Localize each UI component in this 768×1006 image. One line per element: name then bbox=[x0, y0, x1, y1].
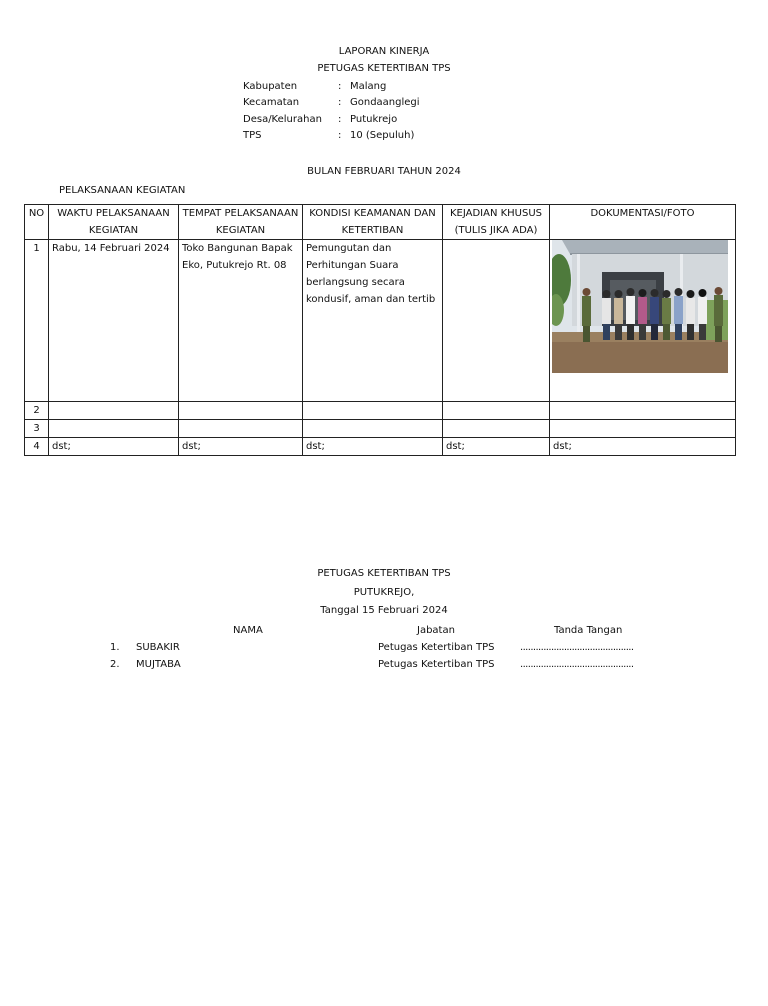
header-kejadian: KEJADIAN KHUSUS (TULIS JIKA ADA) bbox=[443, 205, 550, 240]
signature-header-row bbox=[0, 625, 768, 641]
documentation-photo bbox=[552, 240, 728, 373]
signer-number: 2. bbox=[110, 659, 120, 670]
info-separator: : bbox=[338, 130, 342, 141]
cell-kejadian: dst; bbox=[443, 438, 550, 456]
signer-row bbox=[0, 642, 768, 658]
table-row bbox=[25, 402, 736, 420]
cell-no: 4 bbox=[25, 438, 49, 456]
cell-tempat: dst; bbox=[179, 438, 303, 456]
cell-tempat bbox=[179, 420, 303, 438]
table-row bbox=[25, 438, 736, 456]
info-separator: : bbox=[338, 97, 342, 108]
cell-waktu: dst; bbox=[49, 438, 179, 456]
cell-kejadian bbox=[443, 402, 550, 420]
col-tanda-tangan: Tanda Tangan bbox=[554, 625, 623, 636]
signer-number: 1. bbox=[110, 642, 120, 653]
signer-jabatan: Petugas Ketertiban TPS bbox=[378, 659, 495, 670]
section-title: PELAKSANAAN KEGIATAN bbox=[59, 185, 186, 196]
table-row bbox=[25, 240, 736, 402]
col-nama: NAMA bbox=[233, 625, 263, 636]
footer-location: PUTUKREJO, bbox=[353, 587, 415, 598]
signature-line: ............................................ bbox=[520, 642, 634, 653]
info-value: Malang bbox=[350, 81, 387, 92]
footer-title: PETUGAS KETERTIBAN TPS bbox=[317, 568, 451, 579]
info-label: TPS bbox=[243, 130, 262, 141]
cell-dokumentasi bbox=[550, 420, 736, 438]
cell-kondisi: dst; bbox=[303, 438, 443, 456]
activity-table bbox=[24, 204, 736, 456]
cell-dokumentasi: dst; bbox=[550, 438, 736, 456]
signer-name: MUJTABA bbox=[136, 659, 181, 670]
cell-tempat bbox=[179, 402, 303, 420]
cell-waktu bbox=[49, 402, 179, 420]
header-no: NO bbox=[25, 205, 49, 240]
header-dokumentasi: DOKUMENTASI/FOTO bbox=[550, 205, 736, 240]
report-period: BULAN FEBRUARI TAHUN 2024 bbox=[307, 166, 461, 177]
cell-kejadian bbox=[443, 420, 550, 438]
cell-no: 2 bbox=[25, 402, 49, 420]
cell-kondisi: Pemungutan dan Perhitungan Suara berlangsung secara kondusif, aman dan tertib bbox=[303, 240, 443, 402]
header-kondisi: KONDISI KEAMANAN DAN KETERTIBAN bbox=[303, 205, 443, 240]
report-title: LAPORAN KINERJA bbox=[338, 46, 430, 57]
cell-tempat: Toko Bangunan Bapak Eko, Putukrejo Rt. 08 bbox=[179, 240, 303, 402]
footer-date: Tanggal 15 Februari 2024 bbox=[320, 605, 448, 616]
info-value: Putukrejo bbox=[350, 114, 398, 125]
signature-line: ............................................ bbox=[520, 659, 634, 670]
cell-kejadian bbox=[443, 240, 550, 402]
cell-no: 1 bbox=[25, 240, 49, 402]
table-row bbox=[25, 420, 736, 438]
signer-row bbox=[0, 659, 768, 675]
info-label: Kabupaten bbox=[243, 81, 298, 92]
cell-no: 3 bbox=[25, 420, 49, 438]
info-label: Desa/Kelurahan bbox=[243, 114, 322, 125]
signer-name: SUBAKIR bbox=[136, 642, 180, 653]
header-tempat: TEMPAT PELAKSANAAN KEGIATAN bbox=[179, 205, 303, 240]
cell-kondisi bbox=[303, 420, 443, 438]
info-separator: : bbox=[338, 114, 342, 125]
col-jabatan: Jabatan bbox=[417, 625, 455, 636]
info-value: Gondaanglegi bbox=[350, 97, 420, 108]
cell-waktu bbox=[49, 420, 179, 438]
cell-dokumentasi bbox=[550, 402, 736, 420]
cell-dokumentasi bbox=[550, 240, 736, 402]
header-waktu: WAKTU PELAKSANAAN KEGIATAN bbox=[49, 205, 179, 240]
info-separator: : bbox=[338, 81, 342, 92]
cell-kondisi bbox=[303, 402, 443, 420]
signer-jabatan: Petugas Ketertiban TPS bbox=[378, 642, 495, 653]
info-value: 10 (Sepuluh) bbox=[350, 130, 415, 141]
info-label: Kecamatan bbox=[243, 97, 300, 108]
cell-waktu: Rabu, 14 Februari 2024 bbox=[49, 240, 179, 402]
report-subtitle: PETUGAS KETERTIBAN TPS bbox=[317, 63, 451, 74]
table-header-row bbox=[25, 205, 736, 240]
